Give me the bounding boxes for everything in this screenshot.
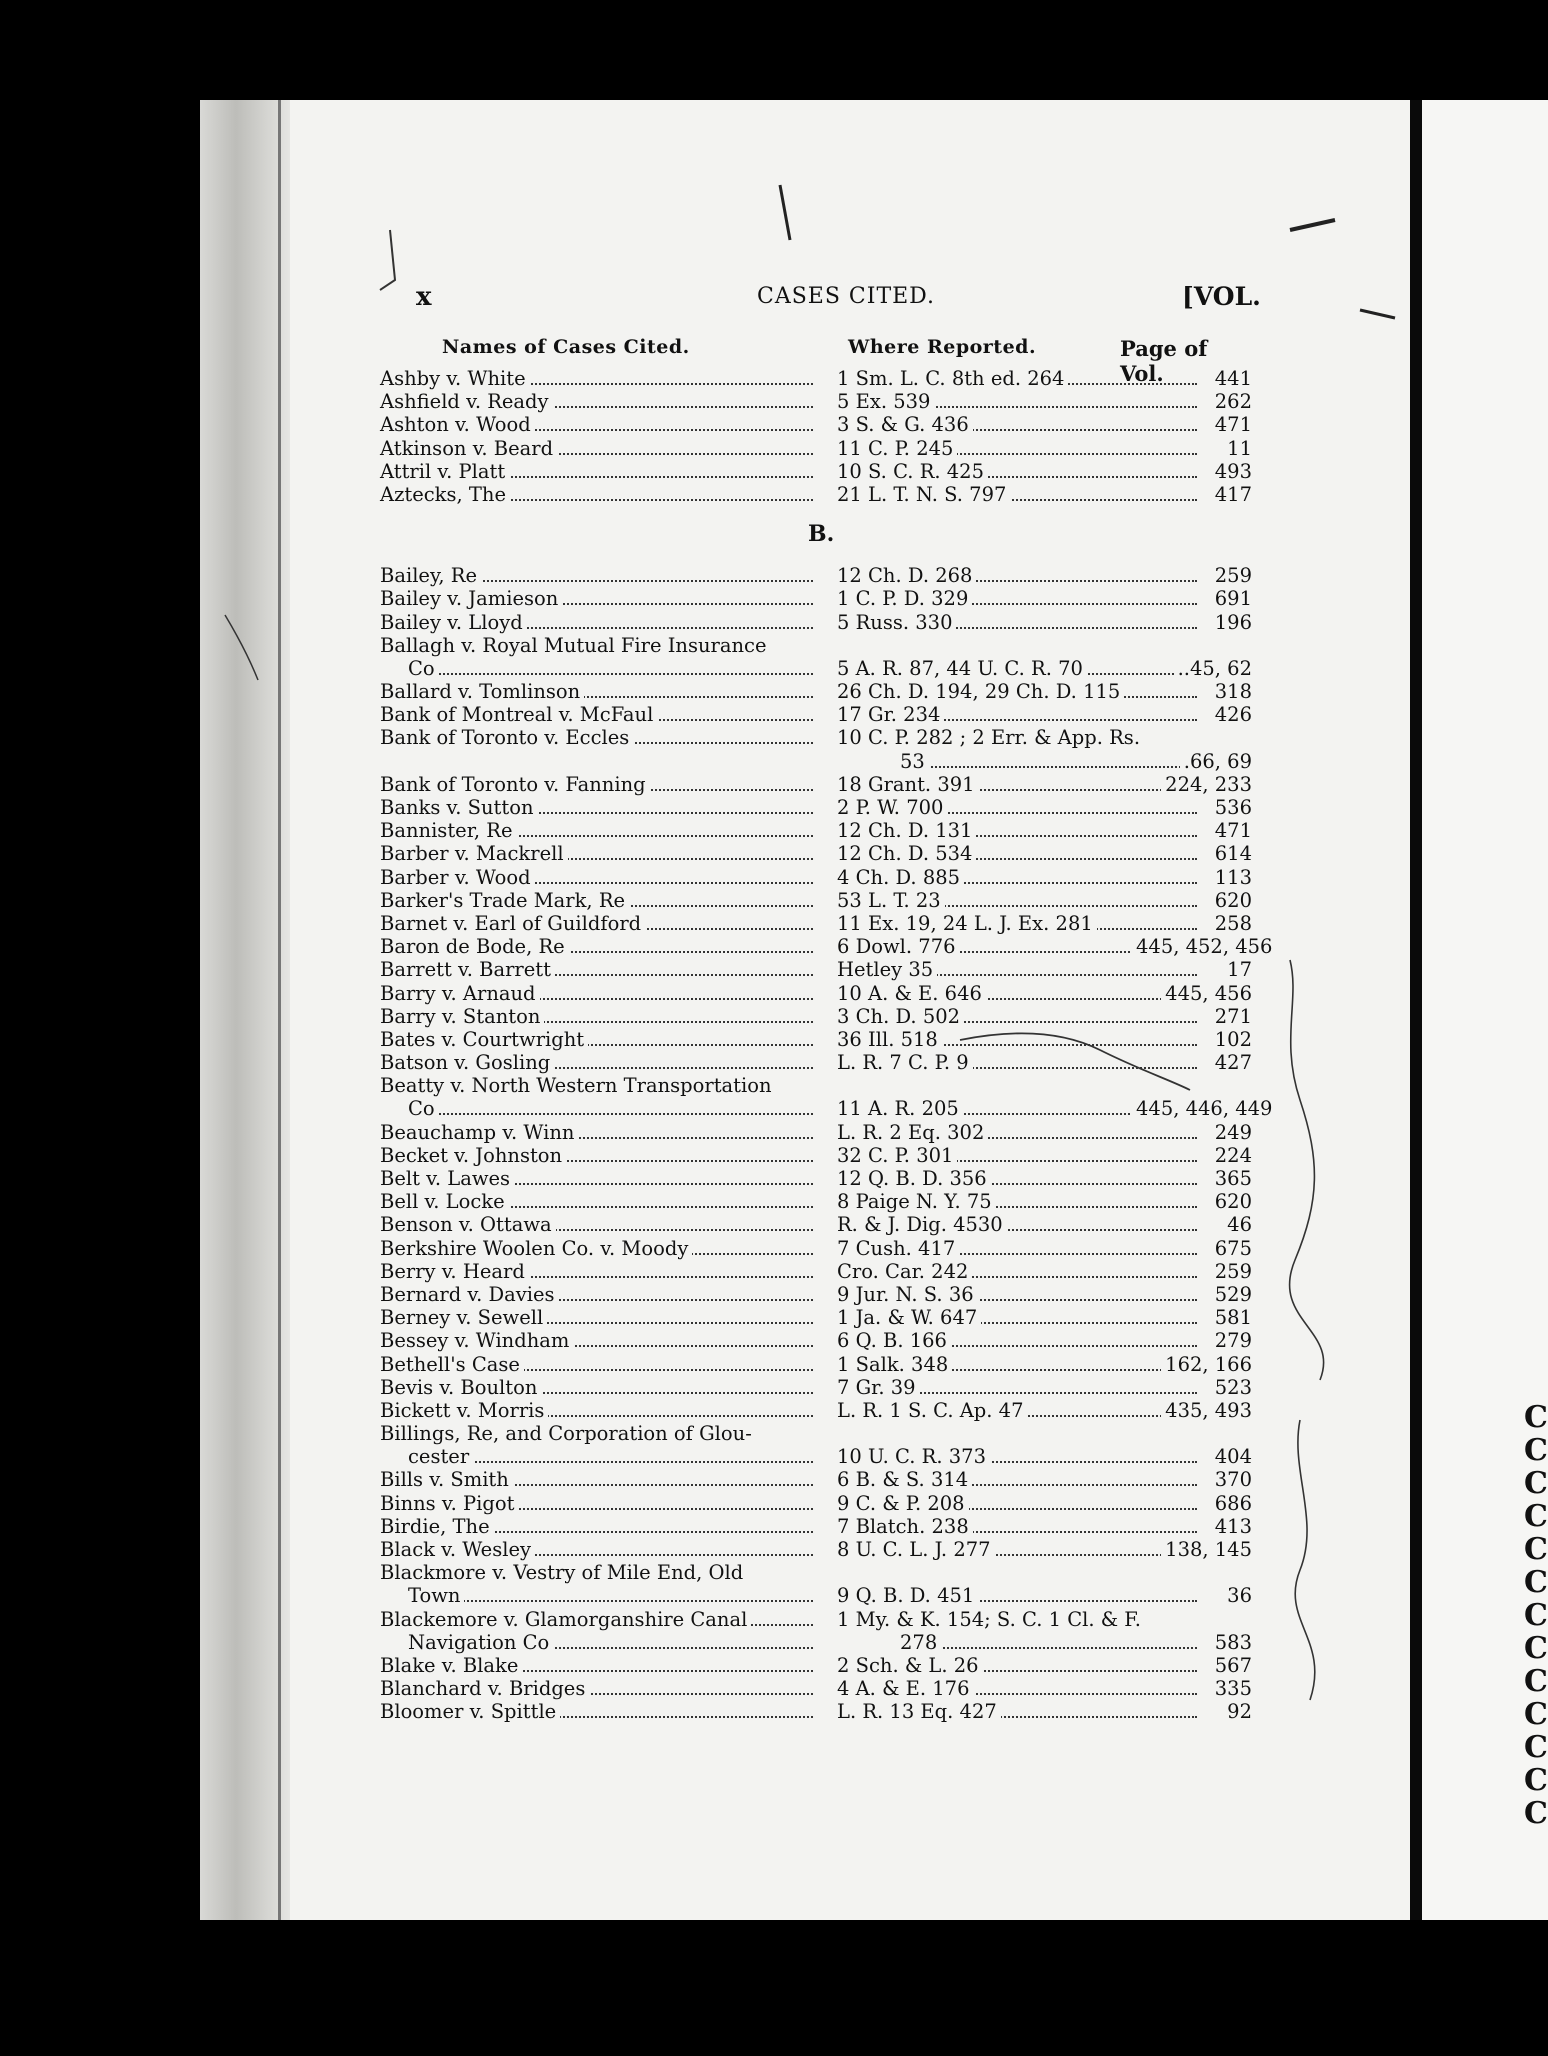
page-of-volume: 471 [1132, 819, 1252, 842]
case-name: Blackemore v. Glamorganshire Canal [380, 1608, 817, 1631]
where-reported: 12 Ch. D. 534 [837, 842, 1197, 865]
where-reported: L. R. 13 Eq. 427 [837, 1700, 1197, 1723]
edge-letter: C [1524, 1664, 1548, 1699]
where-reported: 6 Q. B. 166 [837, 1329, 1197, 1352]
page-of-volume [1132, 1074, 1252, 1097]
case-name: Berkshire Woolen Co. v. Moody [380, 1237, 817, 1260]
table-row [380, 1005, 1252, 1028]
case-name: cester [408, 1445, 817, 1468]
case-name: Berney v. Sewell [380, 1306, 817, 1329]
page-of-volume: 413 [1132, 1515, 1252, 1538]
table-row [380, 1283, 1252, 1306]
where-reported: L. R. 2 Eq. 302 [837, 1121, 1197, 1144]
case-name: Co [408, 657, 817, 680]
table-row [380, 1353, 1252, 1376]
table-row [380, 1028, 1252, 1051]
case-name: Barber v. Mackrell [380, 842, 817, 865]
where-reported: 1 Ja. & W. 647 [837, 1306, 1197, 1329]
page-of-volume: 471 [1132, 413, 1252, 436]
page-of-volume: 113 [1132, 866, 1252, 889]
case-name: Bloomer v. Spittle [380, 1700, 817, 1723]
edge-letter: C [1524, 1631, 1548, 1666]
edge-letter: C [1524, 1466, 1548, 1501]
page-of-volume: 583 [1132, 1631, 1252, 1654]
page-of-volume: 279 [1132, 1329, 1252, 1352]
where-reported: 11 C. P. 245 [837, 437, 1197, 460]
case-name: Ballard v. Tomlinson [380, 680, 817, 703]
page-header [412, 282, 1261, 322]
page-of-volume: 138, 145 [1132, 1538, 1252, 1561]
table-row [380, 1399, 1252, 1422]
table-row [380, 390, 1252, 413]
table-row [380, 1515, 1252, 1538]
case-name: Barry v. Stanton [380, 1005, 817, 1028]
page-of-volume: 271 [1132, 1005, 1252, 1028]
where-reported: 11 Ex. 19, 24 L. J. Ex. 281 [837, 912, 1197, 935]
page-of-volume: 259 [1132, 1260, 1252, 1283]
page-of-volume: 675 [1132, 1237, 1252, 1260]
table-row [380, 1561, 1252, 1584]
case-name: Birdie, The [380, 1515, 817, 1538]
table-row [380, 1121, 1252, 1144]
page-of-volume: 523 [1132, 1376, 1252, 1399]
table-row [380, 796, 1252, 819]
case-name: Bank of Montreal v. McFaul [380, 703, 817, 726]
page-of-volume: 46 [1132, 1213, 1252, 1236]
page-of-volume: 318 [1132, 680, 1252, 703]
case-name: Aztecks, The [380, 483, 817, 506]
page-of-volume: 162, 166 [1132, 1353, 1252, 1376]
where-reported: Cro. Car. 242 [837, 1260, 1197, 1283]
where-reported: 1 Sm. L. C. 8th ed. 264 [837, 367, 1197, 390]
page-of-volume: 581 [1132, 1306, 1252, 1329]
page-of-volume: 259 [1132, 564, 1252, 587]
case-name: Navigation Co [408, 1631, 817, 1654]
case-name: Bevis v. Boulton [380, 1376, 817, 1399]
where-reported: 2 Sch. & L. 26 [837, 1654, 1197, 1677]
case-name: Barker's Trade Mark, Re [380, 889, 817, 912]
where-reported: 8 U. C. L. J. 277 [837, 1538, 1197, 1561]
where-reported: 5 Ex. 539 [837, 390, 1197, 413]
table-row [380, 680, 1252, 703]
page-of-volume: 614 [1132, 842, 1252, 865]
table-row [380, 1329, 1252, 1352]
table-row [380, 1584, 1252, 1607]
case-name: Ashfield v. Ready [380, 390, 817, 413]
case-name: Bank of Toronto v. Eccles [380, 726, 817, 749]
section-heading-b: B. [808, 521, 835, 548]
case-name: Bickett v. Morris [380, 1399, 817, 1422]
where-reported: Hetley 35 [837, 958, 1197, 981]
case-name: Blanchard v. Bridges [380, 1677, 817, 1700]
where-reported: 10 A. & E. 646 [837, 982, 1197, 1005]
page-of-volume [1132, 634, 1252, 657]
where-reported: 5 Russ. 330 [837, 611, 1197, 634]
page-of-volume: 620 [1132, 889, 1252, 912]
page-of-volume [1132, 1422, 1252, 1445]
where-reported: 11 A. R. 205 [837, 1097, 1197, 1120]
case-name: Binns v. Pigot [380, 1492, 817, 1515]
table-row [380, 634, 1252, 657]
case-name: Co [408, 1097, 817, 1120]
table-row [380, 1237, 1252, 1260]
edge-letter: C [1524, 1532, 1548, 1567]
page-of-volume: 370 [1132, 1468, 1252, 1491]
where-reported: 53 L. T. 23 [837, 889, 1197, 912]
page-of-volume [1132, 726, 1252, 749]
page-of-volume: 445, 446, 449 [1132, 1097, 1252, 1120]
table-row [380, 912, 1252, 935]
where-reported: 21 L. T. N. S. 797 [837, 483, 1197, 506]
table-row [380, 1051, 1252, 1074]
where-reported: 36 Ill. 518 [837, 1028, 1197, 1051]
case-name [380, 750, 817, 773]
table-row [380, 1700, 1252, 1723]
where-reported: 53 [900, 750, 1197, 773]
case-name: Bailey v. Lloyd [380, 611, 817, 634]
case-name: Bailey v. Jamieson [380, 587, 817, 610]
page-of-volume: 493 [1132, 460, 1252, 483]
table-row [380, 1538, 1252, 1561]
where-reported: 12 Ch. D. 268 [837, 564, 1197, 587]
case-name: Barrett v. Barrett [380, 958, 817, 981]
where-reported: 8 Paige N. Y. 75 [837, 1190, 1197, 1213]
edge-letter: C [1524, 1697, 1548, 1732]
where-column-header: Where Reported. [848, 336, 1037, 358]
case-name: Ballagh v. Royal Mutual Fire Insurance [380, 634, 817, 657]
where-reported: 17 Gr. 234 [837, 703, 1197, 726]
table-row [380, 483, 1252, 506]
where-reported: 3 Ch. D. 502 [837, 1005, 1197, 1028]
page-of-volume: 404 [1132, 1445, 1252, 1468]
where-reported: 12 Ch. D. 131 [837, 819, 1197, 842]
case-name: Ashton v. Wood [380, 413, 817, 436]
table-row [380, 1167, 1252, 1190]
case-name: Black v. Wesley [380, 1538, 817, 1561]
where-reported: 10 U. C. R. 373 [837, 1445, 1197, 1468]
where-reported: 7 Gr. 39 [837, 1376, 1197, 1399]
page-of-volume: 17 [1132, 958, 1252, 981]
page-of-volume: 36 [1132, 1584, 1252, 1607]
table-row [380, 1097, 1273, 1121]
where-reported: 6 Dowl. 776 [837, 935, 1197, 958]
page-of-volume: 441 [1132, 367, 1252, 390]
where-reported: 12 Q. B. D. 356 [837, 1167, 1197, 1190]
edge-letter: C [1524, 1730, 1548, 1765]
page-of-volume [1132, 1608, 1252, 1631]
page-of-volume: 445, 456 [1132, 982, 1252, 1005]
table-row [380, 750, 1252, 773]
table-row [380, 773, 1252, 796]
table-row [380, 1376, 1252, 1399]
table-row [380, 1445, 1252, 1468]
table-row [380, 935, 1273, 959]
names-column-header: Names of Cases Cited. [442, 336, 690, 358]
table-row [380, 819, 1252, 842]
edge-letter: C [1524, 1400, 1548, 1435]
case-name: Blackmore v. Vestry of Mile End, Old [380, 1561, 817, 1584]
where-reported: 26 Ch. D. 194, 29 Ch. D. 115 [837, 680, 1197, 703]
page-of-volume: 435, 493 [1132, 1399, 1252, 1422]
case-name: Benson v. Ottawa [380, 1213, 817, 1236]
page-of-volume: 620 [1132, 1190, 1252, 1213]
case-name: Bessey v. Windham [380, 1329, 817, 1352]
table-row [380, 1260, 1252, 1283]
cases-table [380, 367, 1273, 1724]
edge-letter: C [1524, 1796, 1548, 1831]
where-reported: 1 Salk. 348 [837, 1353, 1197, 1376]
where-reported: 9 C. & P. 208 [837, 1492, 1197, 1515]
where-reported: 9 Q. B. D. 451 [837, 1584, 1197, 1607]
page-of-volume: 102 [1132, 1028, 1252, 1051]
case-name: Bank of Toronto v. Fanning [380, 773, 817, 796]
page-of-volume: 567 [1132, 1654, 1252, 1677]
where-reported: R. & J. Dig. 4530 [837, 1213, 1197, 1236]
case-name: Beauchamp v. Winn [380, 1121, 817, 1144]
where-reported: 1 My. & K. 154; S. C. 1 Cl. & F. [837, 1608, 1197, 1631]
case-name: Barry v. Arnaud [380, 982, 817, 1005]
case-name: Banks v. Sutton [380, 796, 817, 819]
where-reported: 278 [900, 1631, 1197, 1654]
page-of-volume: 92 [1132, 1700, 1252, 1723]
page-of-volume: 224 [1132, 1144, 1252, 1167]
table-row [380, 703, 1252, 726]
table-row [380, 866, 1252, 889]
case-name: Town [408, 1584, 817, 1607]
case-name: Atkinson v. Beard [380, 437, 817, 460]
table-row [380, 958, 1252, 981]
table-row [380, 1631, 1252, 1654]
case-name: Billings, Re, and Corporation of Glou- [380, 1422, 817, 1445]
page-number: x [416, 282, 432, 312]
case-name: Bates v. Courtwright [380, 1028, 817, 1051]
case-name: Bills v. Smith [380, 1468, 817, 1491]
page-of-volume: 224, 233 [1132, 773, 1252, 796]
where-reported: 9 Jur. N. S. 36 [837, 1283, 1197, 1306]
case-name: Batson v. Gosling [380, 1051, 817, 1074]
where-reported: 3 S. & G. 436 [837, 413, 1197, 436]
case-name: Barnet v. Earl of Guildford [380, 912, 817, 935]
where-reported: 4 Ch. D. 885 [837, 866, 1197, 889]
table-row [380, 657, 1252, 680]
case-name: Belt v. Lawes [380, 1167, 817, 1190]
table-row [380, 1492, 1252, 1515]
page-of-volume: 249 [1132, 1121, 1252, 1144]
where-reported: 10 C. P. 282 ; 2 Err. & App. Rs. [837, 726, 1197, 749]
page-of-volume: 686 [1132, 1492, 1252, 1515]
case-name: Bernard v. Davies [380, 1283, 817, 1306]
page-of-volume: 258 [1132, 912, 1252, 935]
table-row [380, 842, 1252, 865]
page-of-volume: 529 [1132, 1283, 1252, 1306]
page-title: CASES CITED. [757, 284, 936, 309]
table-row [380, 889, 1252, 912]
page-of-volume: 417 [1132, 483, 1252, 506]
gutter-line [278, 100, 281, 1920]
edge-letter: C [1524, 1763, 1548, 1798]
edge-letter: C [1524, 1433, 1548, 1468]
page-of-volume: 11 [1132, 437, 1252, 460]
table-row [380, 437, 1252, 460]
table-row [380, 1144, 1252, 1167]
page-of-volume: 691 [1132, 587, 1252, 610]
where-reported: 5 A. R. 87, 44 U. C. R. 70 [837, 657, 1197, 680]
table-row [380, 1190, 1252, 1213]
table-row [380, 460, 1252, 483]
table-row [380, 1074, 1252, 1097]
case-name: Bell v. Locke [380, 1190, 817, 1213]
where-reported: 4 A. & E. 176 [837, 1677, 1197, 1700]
table-row [380, 564, 1252, 587]
table-row [380, 1306, 1252, 1329]
page-of-volume: 365 [1132, 1167, 1252, 1190]
page-of-volume: 196 [1132, 611, 1252, 634]
table-row [380, 726, 1252, 749]
page-of-volume: .66, 69 [1132, 750, 1252, 773]
edge-letter: C [1524, 1598, 1548, 1633]
page-of-volume: 536 [1132, 796, 1252, 819]
where-reported: 18 Grant. 391 [837, 773, 1197, 796]
where-reported: 6 B. & S. 314 [837, 1468, 1197, 1491]
table-row [380, 1468, 1252, 1491]
table-row [380, 611, 1252, 634]
page-gutter [200, 100, 290, 1920]
case-name: Bailey, Re [380, 564, 817, 587]
where-reported: 32 C. P. 301 [837, 1144, 1197, 1167]
where-reported: 1 C. P. D. 329 [837, 587, 1197, 610]
case-name: Bannister, Re [380, 819, 817, 842]
page-of-volume: 427 [1132, 1051, 1252, 1074]
table-row [380, 1608, 1252, 1631]
where-reported: 2 P. W. 700 [837, 796, 1197, 819]
page-of-volume: ..45, 62 [1132, 657, 1252, 680]
case-name: Ashby v. White [380, 367, 817, 390]
page-of-volume: 445, 452, 456 [1132, 935, 1252, 958]
where-reported: 10 S. C. R. 425 [837, 460, 1197, 483]
table-row [380, 367, 1252, 390]
table-row [380, 1422, 1252, 1445]
case-name: Bethell's Case [380, 1353, 817, 1376]
volume-label: [VOL. [1182, 282, 1261, 311]
table-row [380, 587, 1252, 610]
table-row [380, 1213, 1252, 1236]
case-name: Blake v. Blake [380, 1654, 817, 1677]
where-reported: L. R. 1 S. C. Ap. 47 [837, 1399, 1197, 1422]
table-row [380, 413, 1252, 436]
case-name: Barber v. Wood [380, 866, 817, 889]
page-of-volume: 426 [1132, 703, 1252, 726]
case-name: Berry v. Heard [380, 1260, 817, 1283]
case-name: Attril v. Platt [380, 460, 817, 483]
page-column-header: Page of Vol. [1120, 336, 1208, 386]
table-row [380, 1677, 1252, 1700]
page-of-volume: 262 [1132, 390, 1252, 413]
where-reported: L. R. 7 C. P. 9 [837, 1051, 1197, 1074]
table-row [380, 982, 1252, 1005]
where-reported: 7 Blatch. 238 [837, 1515, 1197, 1538]
case-name: Becket v. Johnston [380, 1144, 817, 1167]
case-name: Beatty v. North Western Transportation [380, 1074, 817, 1097]
edge-letter: C [1524, 1565, 1548, 1600]
where-reported: 7 Cush. 417 [837, 1237, 1197, 1260]
table-row [380, 1654, 1252, 1677]
page-of-volume [1132, 1561, 1252, 1584]
case-name: Baron de Bode, Re [380, 935, 817, 958]
page-of-volume: 335 [1132, 1677, 1252, 1700]
edge-letter: C [1524, 1499, 1548, 1534]
